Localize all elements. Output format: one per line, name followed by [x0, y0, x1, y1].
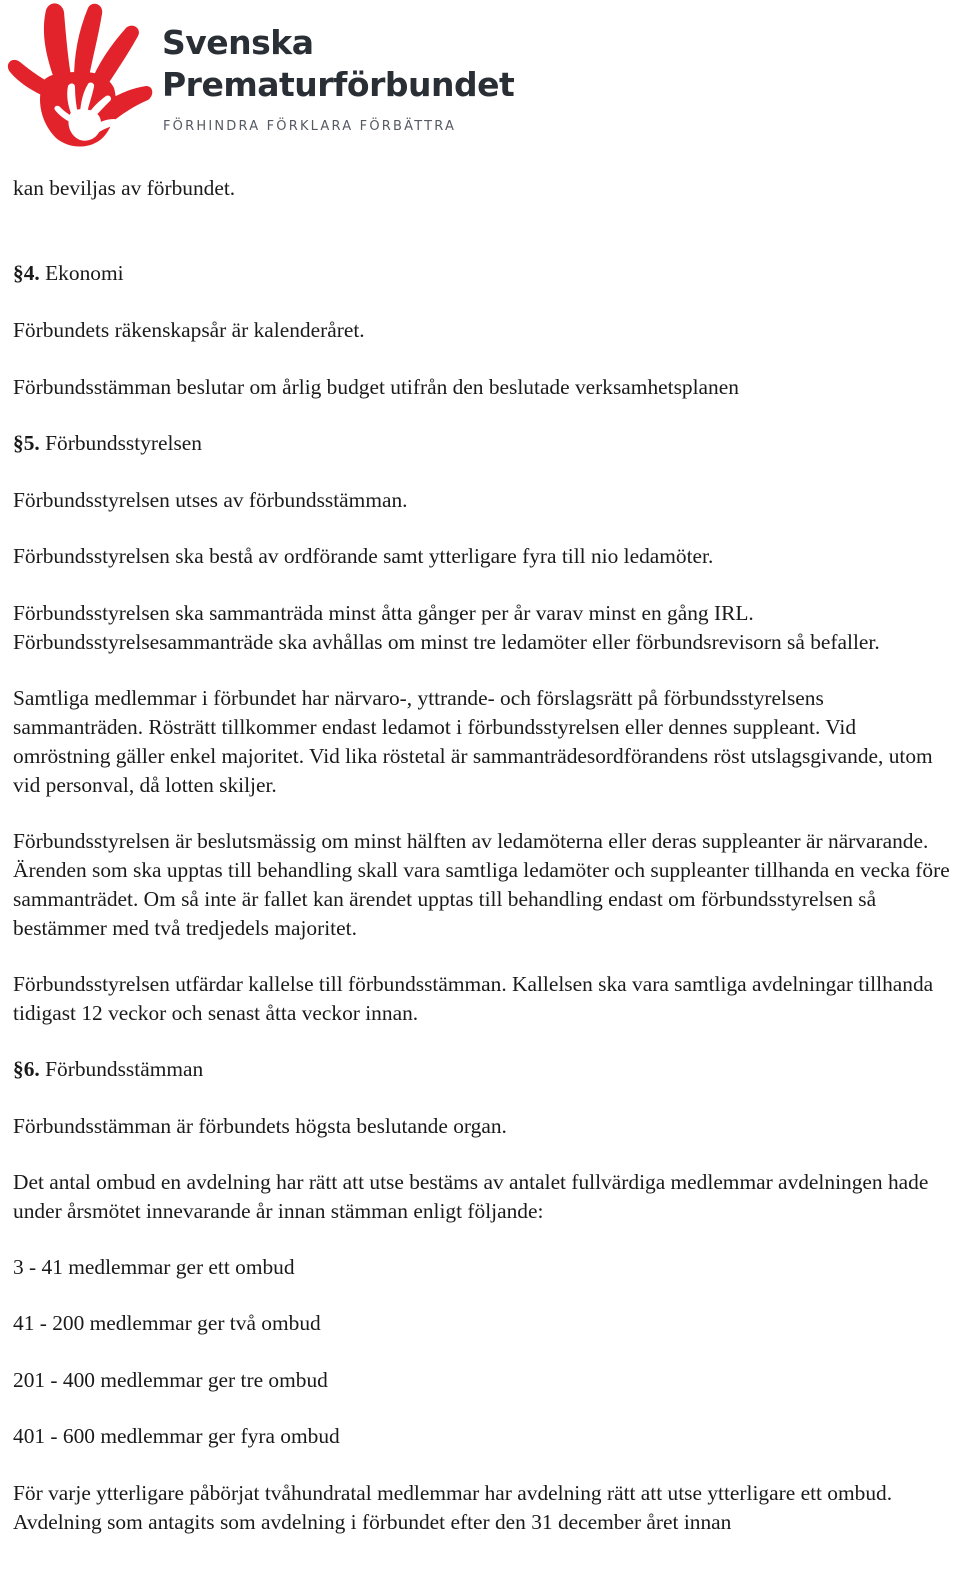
section-number: §5.: [13, 431, 40, 455]
section-heading-5: [13, 429, 953, 458]
organization-name-line2: Prematurförbundet: [162, 65, 515, 104]
list-item: 41 - 200 medlemmar ger två ombud: [13, 1311, 321, 1335]
section-title: Förbundsstämman: [45, 1057, 204, 1081]
page-header: [4, 2, 524, 152]
hand-logo-icon: [4, 2, 154, 152]
section-title: Förbundsstyrelsen: [45, 431, 202, 455]
list-item: 401 - 600 medlemmar ger fyra ombud: [13, 1424, 340, 1448]
paragraph: Förbundets räkenskapsår är kalenderåret.: [13, 318, 365, 342]
section-heading-6: [13, 1055, 953, 1084]
paragraph: För varje ytterligare påbörjat tvåhundratal medlemmar har avdelning rätt att utse ytterligare ett ombud. Avdelning som antagits som avdelning i förbundet efter den 31 december året innan: [13, 1481, 893, 1534]
organization-name: [162, 22, 514, 106]
organization-name-line1: Svenska: [162, 23, 314, 62]
section-number: §4.: [13, 261, 40, 285]
organization-tagline: FÖRHINDRA FÖRKLARA FÖRBÄTTRA: [163, 119, 457, 134]
paragraph: Förbundsstyrelsen ska sammanträda minst åtta gånger per år varav minst en gång IRL. Förbundsstyrelsesammanträde ska avhållas om minst tre ledamöter eller förbundsrevisorn så befaller.: [13, 601, 880, 654]
paragraph: Det antal ombud en avdelning har rätt att utse bestäms av antalet fullvärdiga medlemmar avdelningen hade under årsmötet innevarande år innan stämman enligt följande:: [13, 1170, 929, 1223]
paragraph: Förbundsstyrelsen ska bestå av ordförande samt ytterligare fyra till nio ledamöter.: [13, 544, 714, 568]
paragraph: Förbundsstämman beslutar om årlig budget utifrån den beslutade verksamhetsplanen: [13, 375, 739, 399]
paragraph: Samtliga medlemmar i förbundet har närvaro-, yttrande- och förslagsrätt på förbundsstyrelsens sammanträden. Rösträtt tillkommer endast ledamot i förbundsstyrelsen eller dennes suppleant. Vid omröstning gäller enkel majoritet. Vid lika röstetal är sammanträdesordförandens röst utslagsgivande, utom vid personval, då lotten skiljer.: [13, 686, 933, 797]
list-item: 3 - 41 medlemmar ger ett ombud: [13, 1255, 295, 1279]
section-number: §6.: [13, 1057, 40, 1081]
section-title: Ekonomi: [45, 261, 124, 285]
list-item: 201 - 400 medlemmar ger tre ombud: [13, 1368, 328, 1392]
paragraph: Förbundsstämman är förbundets högsta beslutande organ.: [13, 1114, 507, 1138]
paragraph: Förbundsstyrelsen utfärdar kallelse till förbundsstämman. Kallelsen ska vara samtliga avdelningar tillhanda tidigast 12 veckor och senast åtta veckor innan.: [13, 972, 934, 1025]
paragraph-continued: kan beviljas av förbundet.: [13, 176, 236, 200]
paragraph: Förbundsstyrelsen är beslutsmässig om minst hälften av ledamöterna eller deras suppleanter är närvarande. Ärenden som ska upptas till behandling skall vara samtliga ledamöter och suppleanter tillhanda en vecka före sammanträdet. Om så inte är fallet kan ärendet upptas till behandling endast om förbundsstyrelsen så bestämmer med två tredjedels majoritet.: [13, 829, 950, 940]
document-body: [13, 174, 953, 1537]
section-heading-4: [13, 259, 953, 288]
paragraph: Förbundsstyrelsen utses av förbundsstämman.: [13, 488, 408, 512]
